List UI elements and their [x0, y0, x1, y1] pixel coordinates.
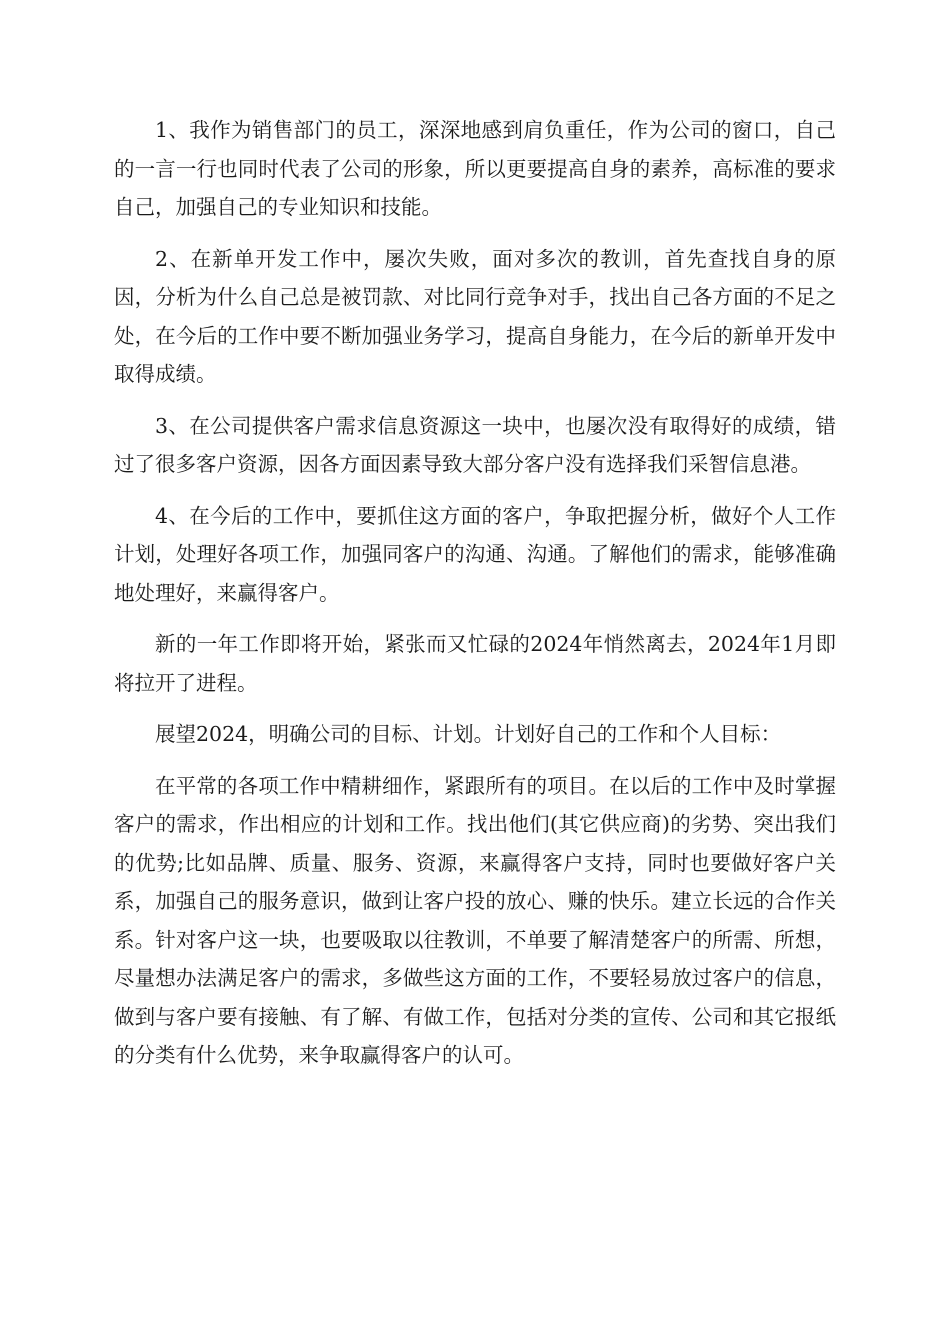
- paragraph-5: 新的一年工作即将开始，紧张而又忙碌的2024年悄然离去，2024年1月即将拉开了进程。: [114, 632, 836, 695]
- paragraph-2: 2、在新单开发工作中，屡次失败，面对多次的教训，首先查找自身的原因，分析为什么自己总是被罚款、对比同行竞争对手，找出自己各方面的不足之处，在今后的工作中要不断加强业务学习，提高自身能力，在今后的新单开发中取得成绩。: [114, 246, 836, 386]
- paragraph-6: 展望2024，明确公司的目标、计划。计划好自己的工作和个人目标：: [155, 722, 782, 746]
- paragraph-1: 1、我作为销售部门的员工，深深地感到肩负重任，作为公司的窗口，自己的一言一行也同时代表了公司的形象，所以更要提高自身的素养，高标准的要求自己，加强自己的专业知识和技能。: [114, 118, 836, 219]
- document-body: [114, 111, 836, 1088]
- paragraph-4: 4、在今后的工作中，要抓住这方面的客户，争取把握分析，做好个人工作计划，处理好各项工作，加强同客户的沟通、沟通。了解他们的需求，能够准确地处理好，来赢得客户。: [114, 503, 836, 605]
- paragraph-7: 在平常的各项工作中精耕细作，紧跟所有的项目。在以后的工作中及时掌握客户的需求，作出相应的计划和工作。找出他们(其它供应商)的劣势、突出我们的优势;比如品牌、质量、服务、资源，来赢得客户支持，同时也要做好客户关系，加强自己的服务意识，做到让客户投的放心、赚的快乐。建立长远的合作关系。针对客户这一块，也要吸取以往教训，不单要了解清楚客户的所需、所想，尽量想办法满足客户的需求，多做些这方面的工作，不要轻易放过客户的信息，做到与客户要有接触、有了解、有做工作，包括对分类的宣传、公司和其它报纸的分类有什么优势，来争取赢得客户的认可。: [114, 773, 836, 1067]
- paragraph-3: 3、在公司提供客户需求信息资源这一块中，也屡次没有取得好的成绩，错过了很多客户资源，因各方面因素导致大部分客户没有选择我们采智信息港。: [114, 413, 836, 476]
